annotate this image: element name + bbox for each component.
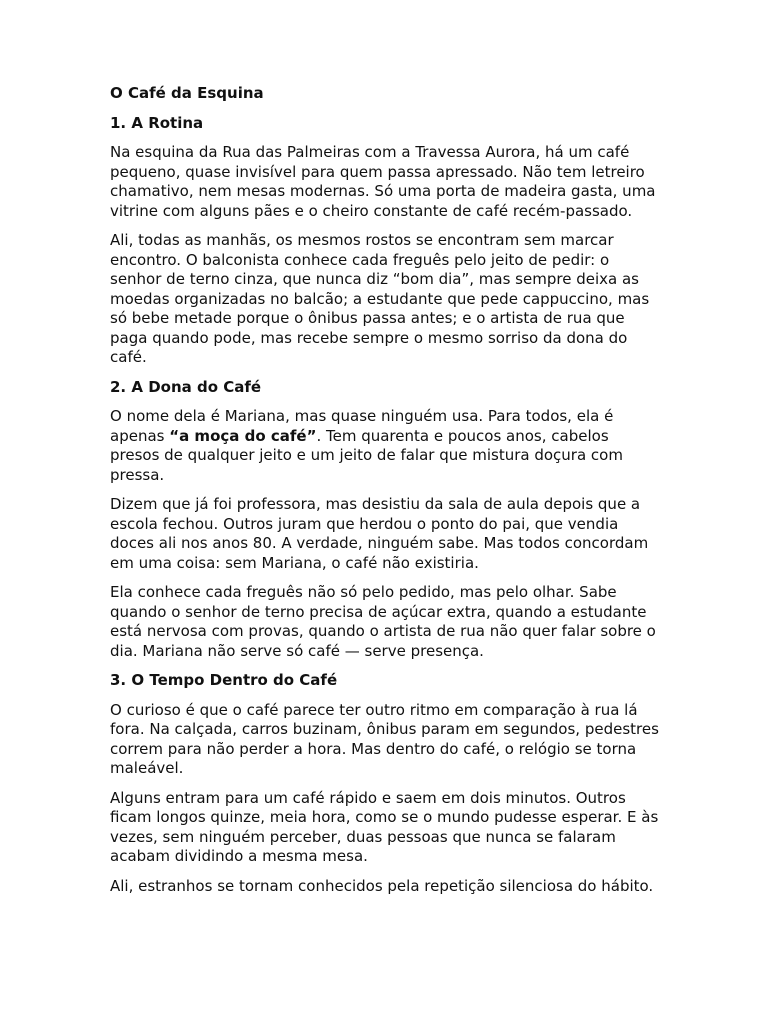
document-title: O Café da Esquina (110, 84, 264, 102)
paragraph: Alguns entram para um café rápido e saem em dois minutos. Outros ficam longos quinze, meia hora, como se o mundo pudesse esperar. E às vezes, sem ninguém perceber, duas pessoas que nunca se falaram acabam dividindo a mesma mesa. (110, 788, 659, 865)
paragraph-text: . Tem quarenta e poucos anos, cabelos presos de qualquer jeito e um jeito de falar que mistura doçura com pressa. (110, 426, 623, 484)
document-body (110, 84, 662, 906)
section-heading-rotina: 1. A Rotina (110, 113, 204, 132)
paragraph-text: O nome dela é Mariana, mas quase ninguém usa. Para todos, ela é apenas (110, 407, 614, 445)
bold-phrase: “a moça do café” (169, 426, 317, 445)
paragraph: O curioso é que o café parece ter outro ritmo em comparação à rua lá fora. Na calçada, carros buzinam, ônibus param em segundos, pedestres correm para não perder a hora. Mas dentro do café, o relógio se torna maleável. (110, 700, 659, 777)
paragraph: Ali, estranhos se tornam conhecidos pela repetição silenciosa do hábito. (110, 876, 654, 895)
section-heading-tempo: 3. O Tempo Dentro do Café (110, 671, 338, 689)
paragraph (110, 407, 662, 485)
paragraph: Na esquina da Rua das Palmeiras com a Travessa Aurora, há um café pequeno, quase invisível para quem passa apressado. Não tem letreiro chamativo, nem mesas modernas. Só uma porta de madeira gasta, uma vitrine com alguns pães e o cheiro constante de café recém-passado. (110, 143, 656, 220)
section-heading-dona: 2. A Dona do Café (110, 377, 262, 396)
paragraph: Dizem que já foi professora, mas desistiu da sala de aula depois que a escola fechou. Outros juram que herdou o ponto do pai, que vendia doces ali nos anos 80. A verdade, ninguém sabe. Mas todos concordam em uma coisa: sem Mariana, o café não existiria. (110, 495, 649, 572)
paragraph: Ali, todas as manhãs, os mesmos rostos se encontram sem marcar encontro. O balconista conhece cada freguês pelo jeito de pedir: o senhor de terno cinza, que nunca diz “bom dia”, mas sempre deixa as moedas organizadas no balcão; a estudante que pede cappuccino, mas só bebe metade porque o ônibus passa antes; e o artista de rua que paga quando pode, mas recebe sempre o mesmo sorriso da dona do café. (110, 231, 650, 366)
paragraph: Ela conhece cada freguês não só pelo pedido, mas pelo olhar. Sabe quando o senhor de terno precisa de açúcar extra, quando a estudante está nervosa com provas, quando o artista de rua não quer falar sobre o dia. Mariana não serve só café — serve presença. (110, 583, 656, 660)
